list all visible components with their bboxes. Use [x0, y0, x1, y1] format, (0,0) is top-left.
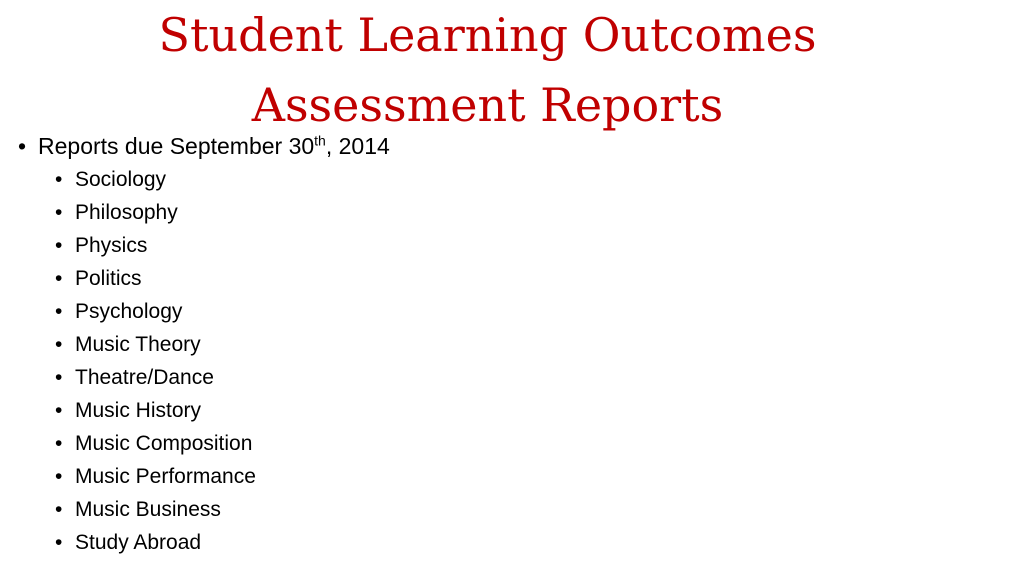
department-label: Music History [75, 399, 202, 422]
reports-due-prefix: Reports due September 30 [38, 133, 315, 159]
department-label: Physics [75, 234, 148, 257]
bullet-dot: • [55, 267, 63, 290]
department-item [55, 163, 390, 196]
department-label: Theatre/Dance [75, 366, 214, 389]
bullet-dot: • [55, 234, 63, 257]
bullet-dot: • [55, 333, 63, 356]
bullet-dot: • [55, 531, 63, 554]
department-item [55, 361, 390, 394]
reports-due-superscript: th [314, 132, 326, 149]
department-item [55, 427, 390, 460]
bullet-list [18, 130, 390, 559]
department-label: Study Abroad [75, 531, 202, 554]
department-item [55, 229, 390, 262]
department-item [55, 262, 390, 295]
bullet-dot: • [55, 432, 63, 455]
bullet-dot: • [55, 300, 63, 323]
department-item [55, 493, 390, 526]
bullet-dot: • [55, 168, 63, 191]
department-item [55, 526, 390, 559]
department-label: Music Performance [75, 465, 256, 488]
bullet-dot: • [55, 498, 63, 521]
department-label: Psychology [75, 300, 183, 323]
bullet-reports-due [18, 130, 390, 163]
department-label: Politics [75, 267, 142, 290]
department-item [55, 460, 390, 493]
bullet-dot: • [55, 201, 63, 224]
department-list [55, 163, 390, 559]
department-label: Music Composition [75, 432, 253, 455]
department-label: Music Theory [75, 333, 201, 356]
title-line-2: Assessment Reports [251, 78, 724, 132]
department-label: Philosophy [75, 201, 178, 224]
bullet-dot: • [55, 399, 63, 422]
department-label: Sociology [75, 168, 167, 191]
department-item [55, 295, 390, 328]
department-item [55, 196, 390, 229]
slide-title [0, 0, 975, 140]
title-line-1: Student Learning Outcomes [158, 8, 817, 62]
department-item [55, 394, 390, 427]
bullet-dot: • [18, 133, 27, 159]
department-label: Music Business [75, 498, 221, 521]
reports-due-suffix: , 2014 [325, 133, 390, 159]
sub-list-container [18, 163, 390, 559]
department-item [55, 328, 390, 361]
bullet-dot: • [55, 465, 63, 488]
bullet-dot: • [55, 366, 63, 389]
